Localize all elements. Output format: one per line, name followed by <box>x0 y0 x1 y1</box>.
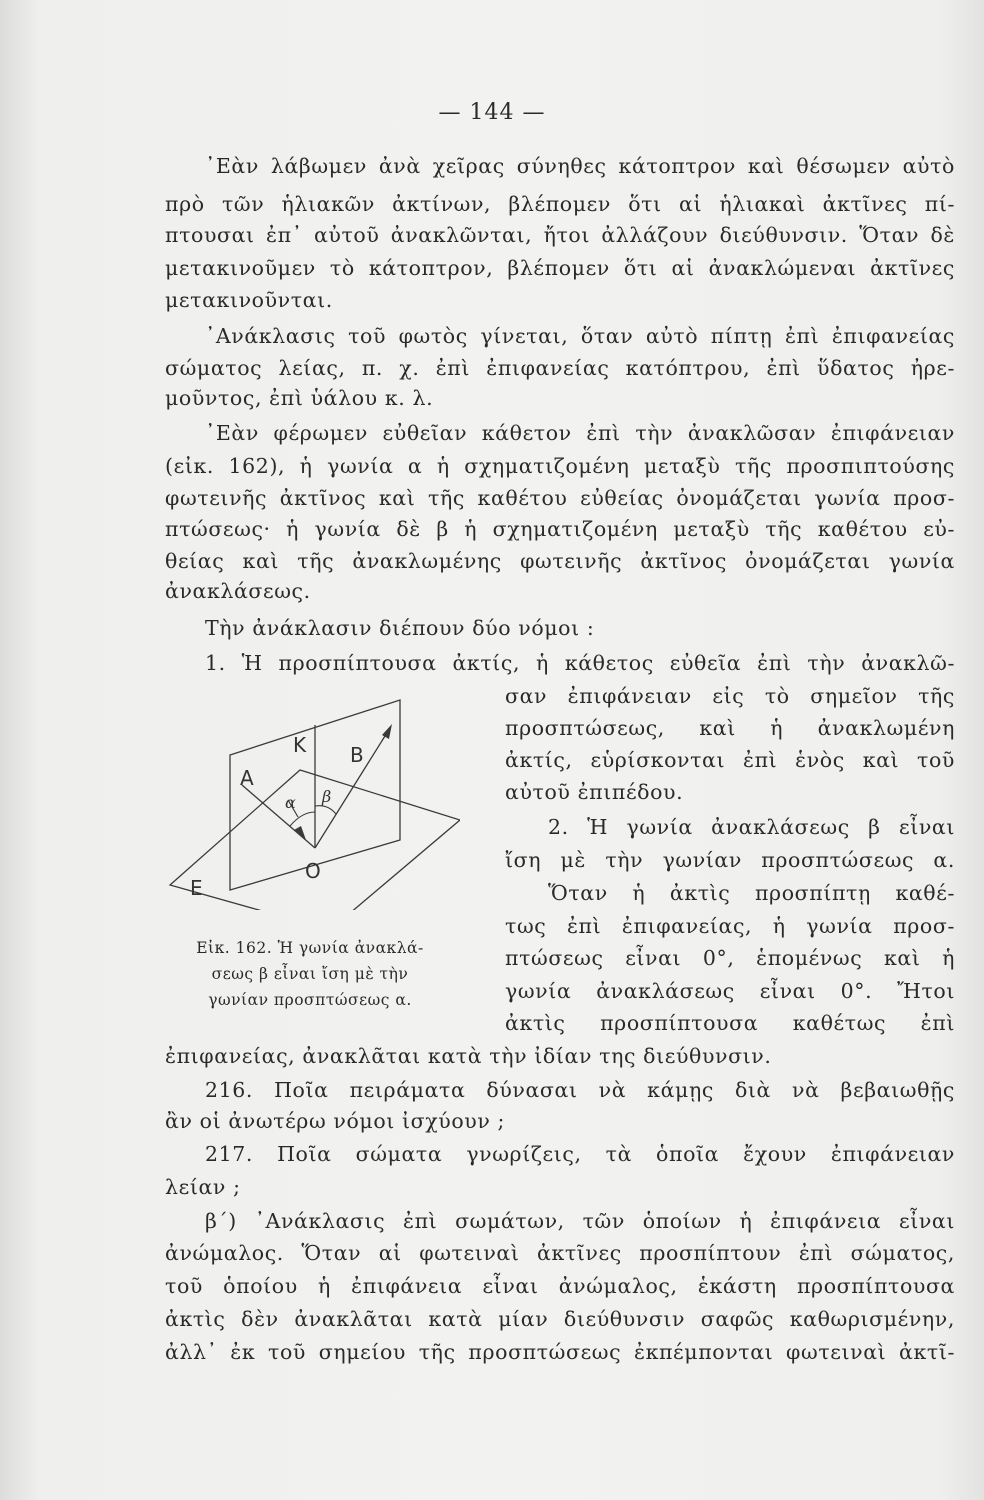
text-line: ἀλλ᾿ ἐκ τοῦ σημείου τῆς προσπτώσεως ἐκπέμπονται φωτειναὶ ἀκτῖ- <box>165 1340 955 1364</box>
text-line: 216. Ποῖα πειράματα δύνασαι νὰ κάμῃς διὰ νὰ βεβαιωθῇς <box>205 1078 955 1102</box>
text-line: πτουσαι ἐπ᾿ αὐτοῦ ἀνακλῶνται, ἤτοι ἀλλάζουν διεύθυνσιν. Ὅταν δὲ <box>165 223 955 247</box>
text-line: 2. Ἡ γωνία ἀνακλάσεως β εἶναι <box>548 815 955 839</box>
text-line: Τὴν ἀνάκλασιν διέπουν δύο νόμοι : <box>205 616 595 640</box>
text-line: αὐτοῦ ἐπιπέδου. <box>505 780 684 804</box>
label-alpha: α <box>285 793 296 812</box>
text-line: ᾿Εὰν φέρωμεν εὐθεῖαν κάθετον ἐπὶ τὴν ἀνακλῶσαν ἐπιφάνειαν <box>205 421 955 445</box>
label-O: O <box>305 859 321 883</box>
text-line: ἀνακλάσεως. <box>165 579 311 603</box>
text-line: ἴση μὲ τὴν γωνίαν προσπτώσεως α. <box>505 848 955 872</box>
text-line: μετακινοῦνται. <box>165 288 333 312</box>
text-line: ἀκτὶς δὲν ἀνακλᾶται κατὰ μίαν διεύθυνσιν σαφῶς καθωρισμένην, <box>165 1307 955 1331</box>
figure-caption-line: σεως β εἶναι ἴση μὲ τὴν <box>211 965 409 983</box>
text-line: μετακινοῦμεν τὸ κάτοπτρον, βλέπομεν ὅτι αἱ ἀνακλώμεναι ἀκτῖνες <box>165 256 955 280</box>
incident-ray <box>242 785 315 848</box>
text-line: ᾿Ανάκλασις τοῦ φωτὸς γίνεται, ὅταν αὐτὸ πίπτῃ ἐπὶ ἐπιφανείας <box>205 324 955 348</box>
text-line: πτώσεως· ἡ γωνία δὲ β ἡ σχηματιζομένη μεταξὺ τῆς καθέτου εὐ- <box>165 517 955 541</box>
text-line: τως ἐπὶ ἐπιφανείας, ἡ γωνία προσ- <box>505 914 955 938</box>
text-line: ᾿Εὰν λάβωμεν ἀνὰ χεῖρας σύνηθες κάτοπτρον καὶ θέσωμεν αὐτὸ <box>205 154 955 178</box>
text-line: 217. Ποῖα σώματα γνωρίζεις, τὰ ὁποῖα ἔχουν ἐπιφάνειαν <box>205 1142 955 1166</box>
text-line: ἀκτὶς προσπίπτουσα καθέτως ἐπὶ <box>505 1011 955 1035</box>
label-beta: β <box>322 787 332 806</box>
text-line: 1. Ἡ προσπίπτουσα ἀκτίς, ἡ κάθετος εὐθεῖα ἐπὶ τὴν ἀνακλῶ- <box>205 651 955 675</box>
label-A: A <box>240 766 254 790</box>
text-line: ἂν οἱ ἀνωτέρω νόμοι ἰσχύουν ; <box>165 1109 506 1133</box>
text-line: τοῦ ὁποίου ἡ ἐπιφάνεια εἶναι ἀνώμαλος, ἑκάστη προσπίπτουσα <box>165 1274 955 1298</box>
text-line: ἀνώμαλος. Ὅταν αἱ φωτειναὶ ἀκτῖνες προσπίπτουν ἐπὶ σώματος, <box>165 1241 955 1265</box>
text-line: προσπτώσεως, καὶ ἡ ἀνακλωμένη <box>505 716 955 740</box>
reflection-diagram <box>160 680 460 910</box>
text-line: λείαν ; <box>165 1175 241 1199</box>
label-B: B <box>350 743 364 767</box>
text-line: θείας καὶ τῆς ἀνακλωμένης φωτεινῆς ἀκτῖνος ὀνομάζεται γωνία <box>165 549 955 573</box>
label-K: K <box>293 733 307 757</box>
text-line: πρὸ τῶν ἡλιακῶν ἀκτίνων, βλέπομεν ὅτι αἱ ἡλιακαὶ ἀκτῖνες πί- <box>165 192 955 216</box>
text-line: ἐπιφανείας, ἀνακλᾶται κατὰ τὴν ἰδίαν της διεύθυνσιν. <box>165 1044 772 1068</box>
text-line: ἀκτίς, εὑρίσκονται ἐπὶ ἑνὸς καὶ τοῦ <box>505 748 955 772</box>
text-line: β΄) ᾿Ανάκλασις ἐπὶ σωμάτων, τῶν ὁποίων ἡ ἐπιφάνεια εἶναι <box>205 1209 955 1233</box>
text-line: πτώσεως εἶναι 0°, ἑπομένως καὶ ἡ <box>505 946 955 970</box>
text-line: σαν ἐπιφάνειαν εἰς τὸ σημεῖον τῆς <box>505 684 955 708</box>
text-line: μοῦντος, ἐπὶ ὑάλου κ. λ. <box>165 386 434 410</box>
label-E: E <box>190 876 203 900</box>
text-line: (εἰκ. 162), ἡ γωνία α ἡ σχηματιζομένη μεταξὺ τῆς προσπιπτούσης <box>165 454 955 478</box>
figure-caption-line: γωνίαν προσπτώσεως α. <box>208 991 412 1009</box>
text-line: γωνία ἀνακλάσεως εἶναι 0°. Ἤτοι <box>505 979 955 1003</box>
text-line: φωτεινῆς ἀκτῖνος καὶ τῆς καθέτου εὐθείας ὀνομάζεται γωνία προσ- <box>165 486 955 510</box>
text-line: Ὅταν ἡ ἀκτὶς προσπίπτῃ καθέ- <box>548 881 955 905</box>
figure-caption-line: Εἰκ. 162. Ἡ γωνία ἀνακλά- <box>196 939 424 957</box>
page-number: — 144 — <box>438 100 546 125</box>
text-line: σώματος λείας, π. χ. ἐπὶ ἐπιφανείας κατόπτρου, ἐπὶ ὕδατος ἠρε- <box>165 356 955 380</box>
